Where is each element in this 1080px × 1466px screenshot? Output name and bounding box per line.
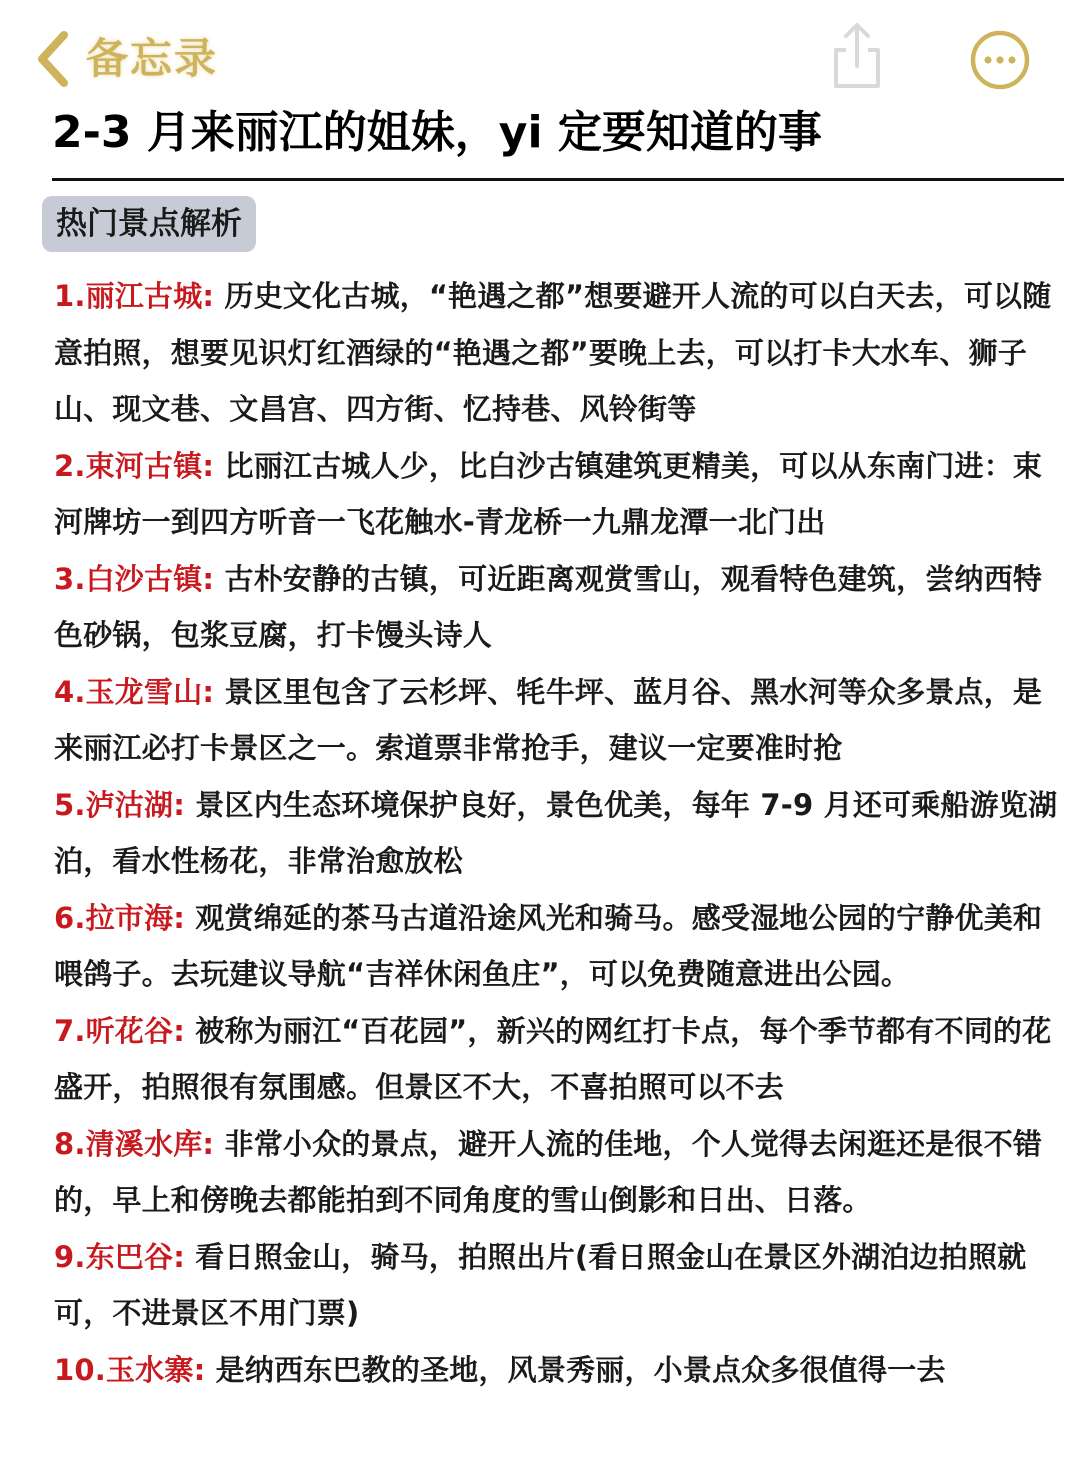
more-dots-icon <box>968 28 1032 92</box>
list-item <box>54 664 1060 777</box>
back-button[interactable] <box>30 24 218 94</box>
attraction-name: 1.丽江古城: <box>54 279 215 313</box>
list-item <box>54 1003 1060 1116</box>
list-item <box>54 551 1060 664</box>
attraction-description: 被称为丽江“百花园”，新兴的网红打卡点，每个季节都有不同的花盛开，拍照很有氛围感。但景区不大，不喜拍照可以不去 <box>54 1013 1052 1104</box>
attraction-description: 看日照金山，骑马，拍照出片(看日照金山在景区外湖泊边拍照就可，不进景区不用门票) <box>54 1239 1027 1330</box>
attraction-name: 9.东巴谷: <box>54 1239 185 1274</box>
attraction-name: 7.听花谷: <box>54 1013 185 1048</box>
share-button[interactable] <box>826 20 888 92</box>
attraction-description: 比丽江古城人少，比白沙古镇建筑更精美，可以从东南门进：束河牌坊一到四方听音一飞花触水-青龙桥一九鼎龙潭一北门出 <box>54 448 1043 539</box>
attraction-name: 6.拉市海: <box>54 900 185 935</box>
list-item <box>54 777 1060 890</box>
attraction-description: 景区内生态环境保护良好，景色优美，每年 7-9 月还可乘船游览湖泊，看水性杨花，非常治愈放松 <box>54 787 1058 878</box>
top-navigation-bar <box>0 0 1080 112</box>
attraction-name: 2.束河古镇: <box>54 448 215 483</box>
attraction-description: 景区里包含了云杉坪、牦牛坪、蓝月谷、黑水河等众多景点，是来丽江必打卡景区之一。索道票非常抢手，建议一定要准时抢 <box>54 674 1043 765</box>
note-title: 2-3 月来丽江的姐妹，yi 定要知道的事 <box>52 107 822 158</box>
attraction-name: 4.玉龙雪山: <box>54 674 215 709</box>
list-item <box>54 1116 1060 1229</box>
attraction-name: 10.玉水寨: <box>54 1352 206 1387</box>
list-item <box>54 438 1060 551</box>
attraction-list <box>54 268 1060 1398</box>
share-icon <box>826 20 888 92</box>
attraction-name: 3.白沙古镇: <box>54 561 215 596</box>
list-item <box>54 268 1060 438</box>
title-divider <box>52 178 1064 181</box>
back-button-label: 备忘录 <box>86 34 219 83</box>
more-options-button[interactable] <box>968 28 1032 92</box>
attraction-description: 古朴安静的古镇，可近距离观赏雪山，观看特色建筑，尝纳西特色砂锅，包浆豆腐，打卡馒头诗人 <box>54 561 1043 652</box>
attraction-name: 5.泸沽湖: <box>54 787 185 822</box>
list-item <box>54 890 1060 1003</box>
chevron-left-icon <box>30 29 74 89</box>
list-item <box>54 1229 1060 1342</box>
attraction-description: 历史文化古城，“艳遇之都”想要避开人流的可以白天去，可以随意拍照，想要见识灯红酒绿的“艳遇之都”要晚上去，可以打卡大水车、狮子山、现文巷、文昌宫、四方街、忆持巷、风铃街等 <box>54 279 1052 426</box>
attraction-name: 8.清溪水库: <box>54 1126 215 1161</box>
list-item <box>54 1342 1060 1399</box>
attraction-description: 非常小众的景点，避开人流的佳地，个人觉得去闲逛还是很不错的，早上和傍晚去都能拍到不同角度的雪山倒影和日出、日落。 <box>54 1126 1043 1217</box>
attraction-description: 是纳西东巴教的圣地，风景秀丽，小景点众多很值得一去 <box>205 1352 946 1387</box>
section-tag: 热门景点解析 <box>42 196 256 252</box>
attraction-description: 观赏绵延的茶马古道沿途风光和骑马。感受湿地公园的宁静优美和喂鸽子。去玩建议导航“吉祥休闲鱼庄”，可以免费随意进出公园。 <box>54 900 1043 991</box>
